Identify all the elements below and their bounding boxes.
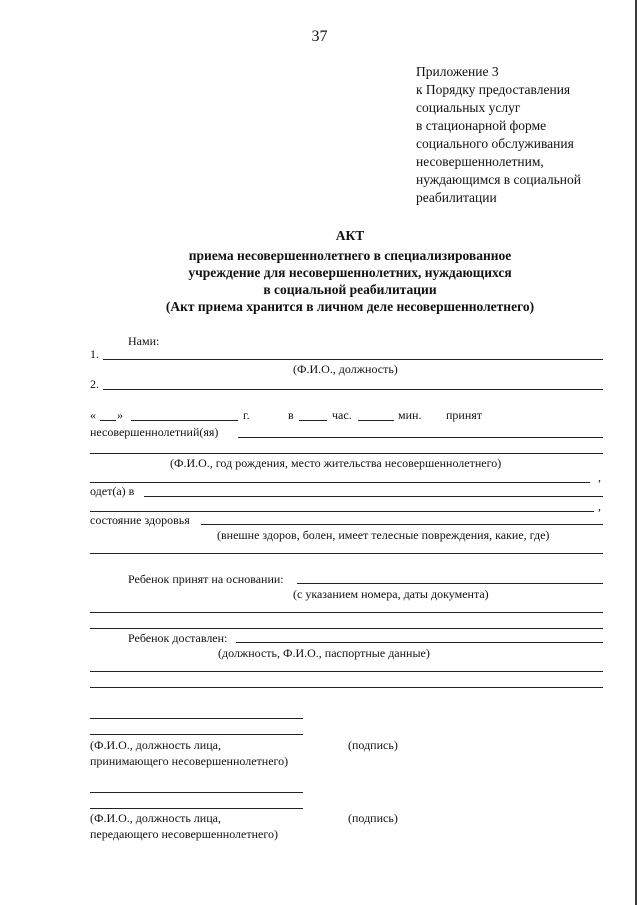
transferer-signature-label: (подпись) — [348, 811, 398, 825]
minor-label: несовершеннолетний(яя) — [90, 425, 219, 439]
by-us-label: Нами: — [128, 334, 160, 348]
date-close-quote: » — [117, 408, 123, 422]
transferer-name-field[interactable] — [90, 792, 303, 793]
comma: , — [598, 499, 601, 513]
title-line: в социальной реабилитации — [263, 282, 437, 297]
title-line: (Акт приема хранится в личном деле несовершеннолетнего) — [165, 299, 535, 314]
minute-field[interactable] — [358, 420, 394, 421]
delivered-field[interactable] — [236, 642, 603, 643]
minor-field[interactable] — [238, 437, 603, 438]
delivered-field-line3[interactable] — [90, 687, 603, 688]
delivered-hint: (должность, Ф.И.О., паспортные данные) — [218, 646, 430, 660]
appendix-note — [416, 63, 581, 207]
basis-hint: (с указанием номера, даты документа) — [293, 587, 489, 601]
dressed-label: одет(а) в — [90, 484, 135, 498]
title-line: учреждение для несовершеннолетних, нуждающихся — [188, 265, 512, 280]
receiver-caption: (Ф.И.О., должность лица, — [90, 738, 221, 752]
month-year-field[interactable] — [131, 420, 238, 421]
hour-field[interactable] — [299, 420, 327, 421]
clothing-field[interactable] — [144, 496, 603, 497]
title-heading: АКТ — [335, 228, 365, 243]
basis-field-line2[interactable] — [90, 612, 603, 613]
receiver-caption-line2: принимающего несовершеннолетнего) — [90, 754, 289, 768]
delivered-field-line2[interactable] — [90, 671, 603, 672]
appendix-line: несовершеннолетним, — [416, 154, 544, 169]
health-label: состояние здоровья — [90, 513, 190, 527]
item1-number: 1. — [90, 347, 99, 361]
basis-field[interactable] — [297, 583, 603, 584]
transferer-name-field-line2[interactable] — [90, 808, 303, 809]
title-line: приема несовершеннолетнего в специализированное — [188, 248, 512, 263]
comma: , — [598, 470, 601, 484]
minute-label: мин. — [398, 408, 422, 422]
item2-number: 2. — [90, 377, 99, 391]
appendix-line: социальных услуг — [416, 100, 521, 115]
member1-hint: (Ф.И.О., должность) — [293, 362, 398, 376]
receiver-name-field-line2[interactable] — [90, 734, 303, 735]
appendix-line: социального обслуживания — [416, 136, 574, 151]
appendix-line: нуждающимся в социальной — [416, 172, 581, 187]
health-field-line2[interactable] — [90, 553, 603, 554]
appendix-line: Приложение 3 — [416, 64, 499, 79]
basis-label: Ребенок принят на основании: — [128, 572, 284, 586]
receiver-name-field[interactable] — [90, 718, 303, 719]
minor-field-line2[interactable] — [90, 453, 603, 454]
accepted-label: принят — [446, 408, 483, 422]
page-number: 37 — [311, 28, 328, 45]
receiver-signature-label: (подпись) — [348, 738, 398, 752]
basis-field-line3[interactable] — [90, 628, 603, 629]
day-field[interactable] — [100, 420, 116, 421]
transferer-caption: (Ф.И.О., должность лица, — [90, 811, 221, 825]
at-label: в — [288, 408, 294, 422]
health-hint: (внешне здоров, болен, имеет телесные повреждения, какие, где) — [217, 528, 550, 542]
member1-field[interactable] — [103, 359, 603, 360]
minor-hint: (Ф.И.О., год рождения, место жительства несовершеннолетнего) — [170, 456, 502, 470]
date-open-quote: « — [90, 408, 96, 422]
clothing-field-line2[interactable] — [90, 511, 594, 512]
appendix-line: к Порядку предоставления — [416, 82, 571, 97]
health-field[interactable] — [201, 524, 603, 525]
page-edge-shadow — [635, 0, 637, 905]
appendix-line: в стационарной форме — [416, 118, 547, 133]
delivered-label: Ребенок доставлен: — [128, 631, 228, 645]
transferer-caption-line2: передающего несовершеннолетнего) — [90, 827, 278, 841]
hour-label: час. — [332, 408, 352, 422]
minor-field-line3[interactable] — [90, 482, 590, 483]
appendix-line: реабилитации — [416, 190, 497, 205]
year-label: г. — [243, 408, 250, 422]
member2-field[interactable] — [103, 389, 603, 390]
document-title — [80, 227, 620, 315]
